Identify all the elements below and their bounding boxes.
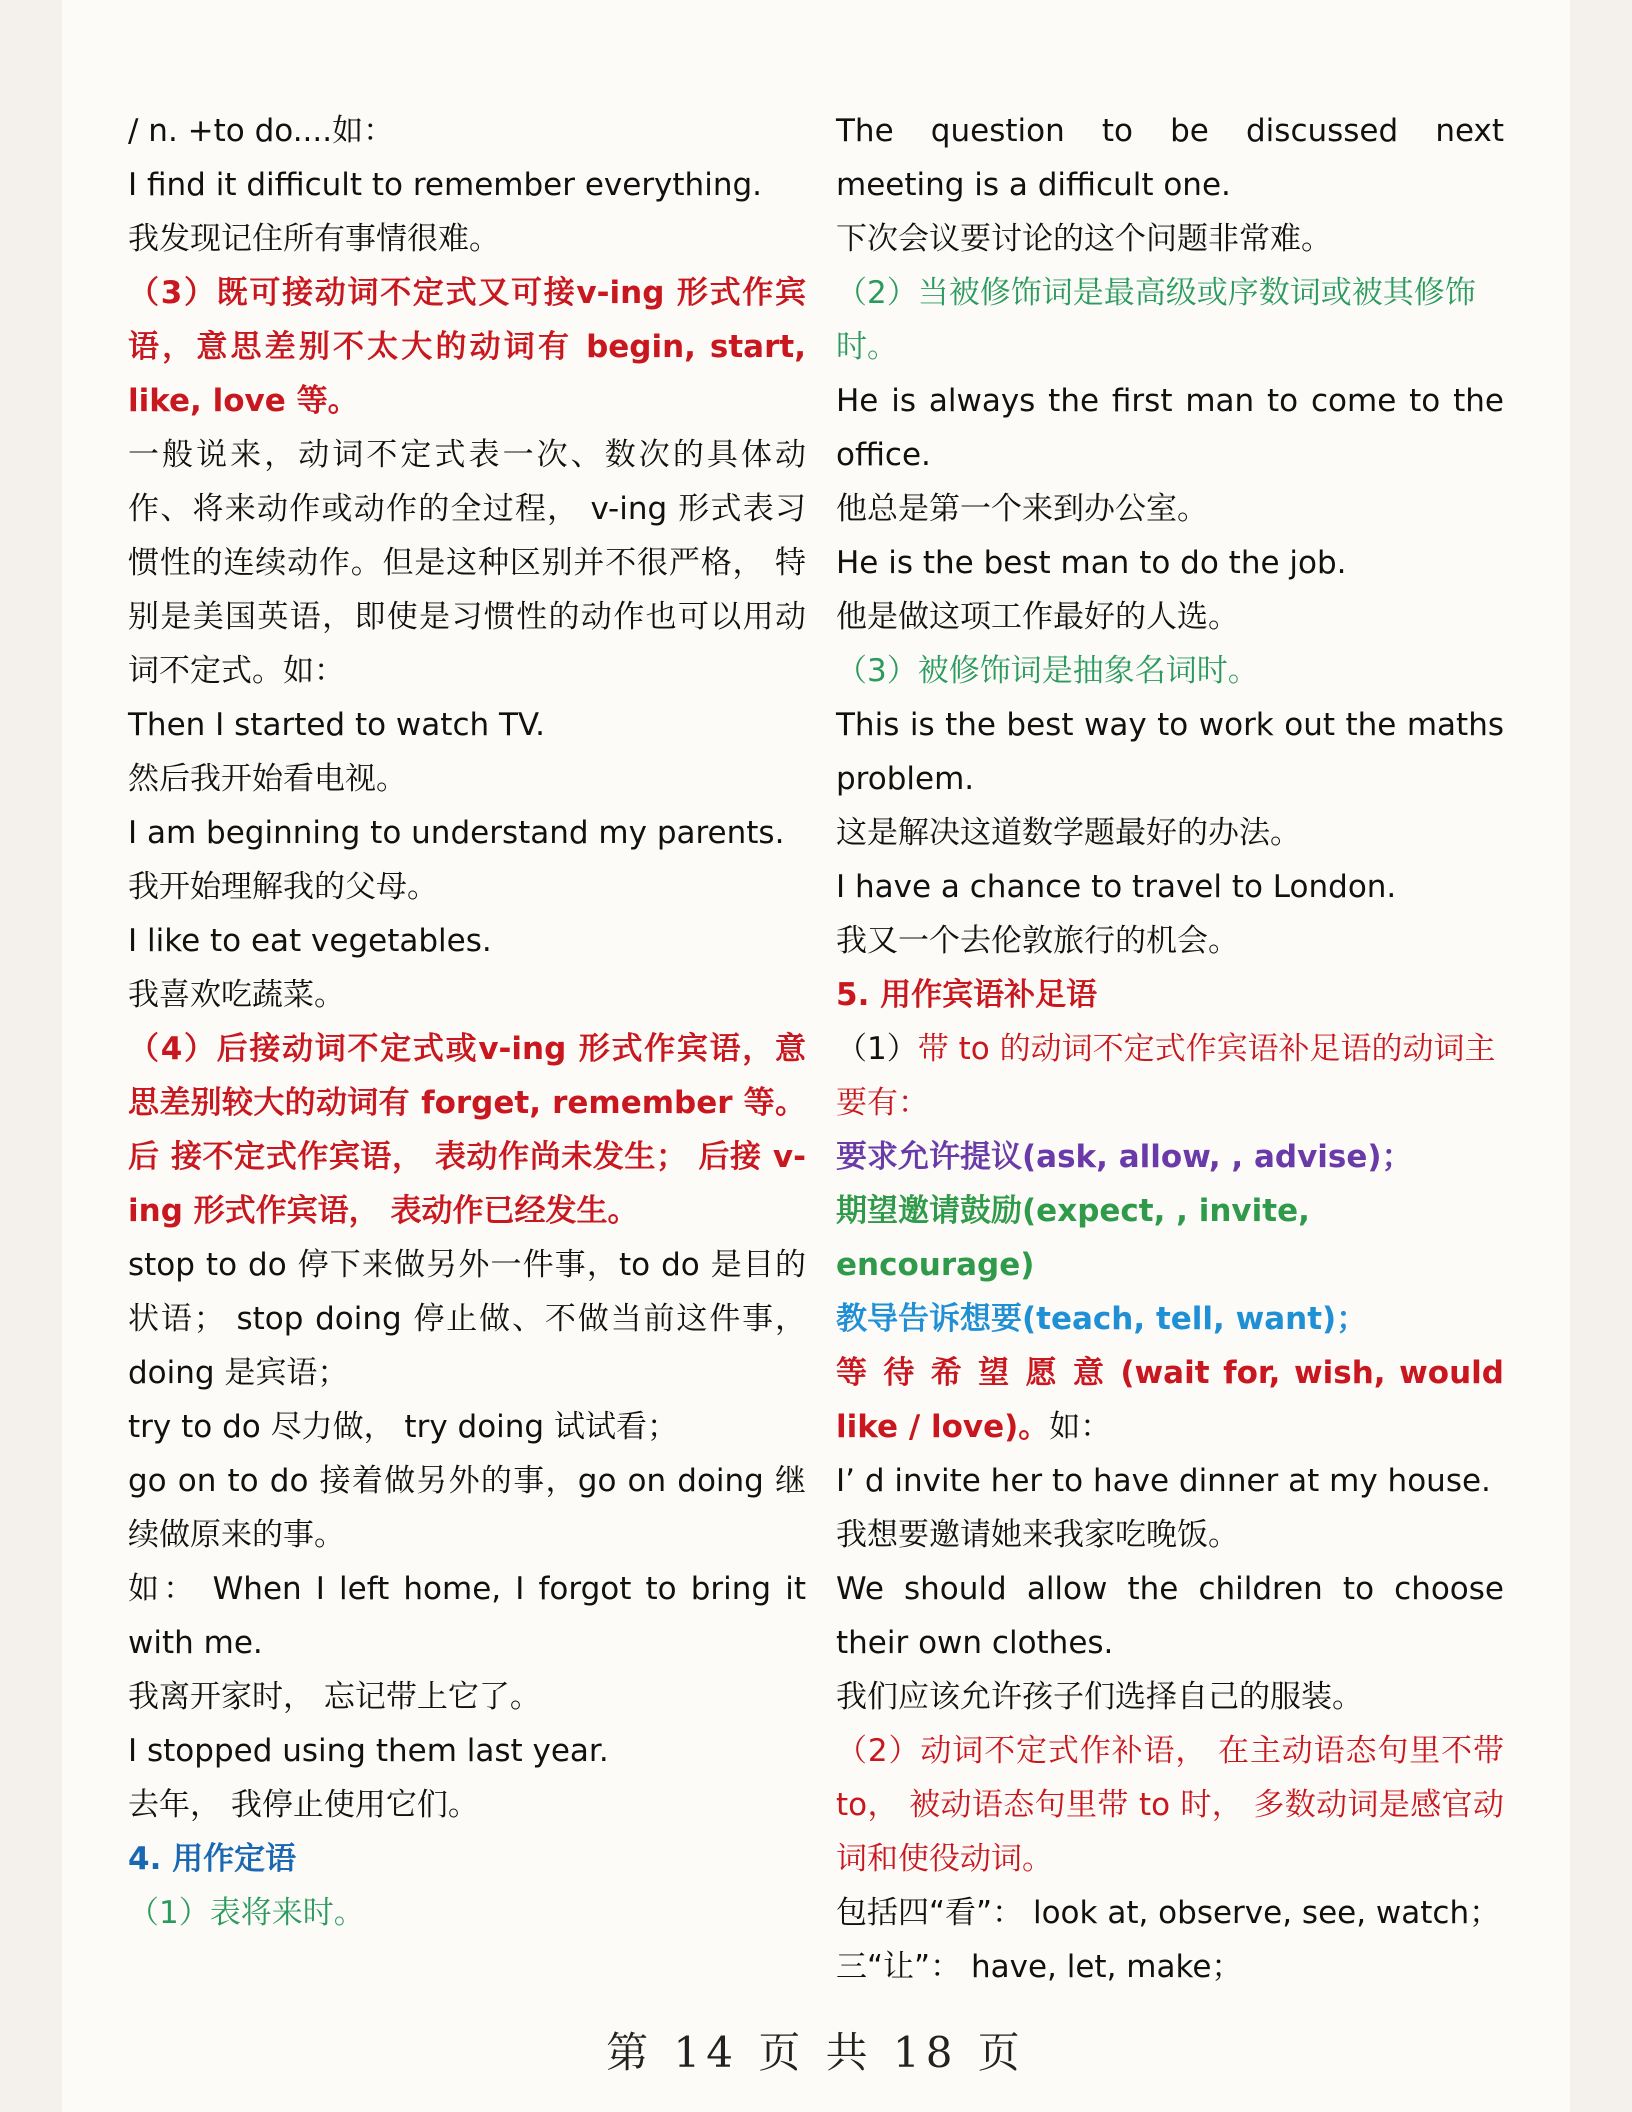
explanation-paragraph: 一般说来，动词不定式表一次、数次的具体动作、将来动作或动作的全过程， v-ing 形式表习惯性的连续动作。但是这种区别并不很严格， 特别是美国英语，即使是习惯性的动作也可以用动词不定式。如： [128,437,806,689]
translation: 我开始理解我的父母。 [128,869,438,905]
text-line: / n. +to do....如： [128,113,395,149]
example-sentence: Then I started to watch TV. [128,707,545,743]
translation: 我想要邀请她来我家吃晚饭。 [836,1517,1239,1553]
verb-group-wait [836,1346,1504,1454]
translation: 去年， 我停止使用它们。 [128,1787,479,1823]
example-sentence: The question to be discussed next meeting is a difficult one. [836,113,1504,203]
translation: 他总是第一个来到办公室。 [836,491,1208,527]
subheading-3: （3）被修饰词是抽象名词时。 [836,653,1259,689]
subheading-5-2: （2）动词不定式作补语， 在主动语态句里不带 to， 被动语态句里带 to 时， 多数动词是感官动词和使役动词。 [836,1733,1505,1877]
usage-note: 三“让”： have, let, make； [836,1949,1243,1985]
verb-group-expect: 期望邀请鼓励(expect, , invite, encourage) [836,1193,1310,1283]
right-column [836,104,1504,1994]
translation: 我离开家时， 忘记带上它了。 [128,1679,541,1715]
subheading-1: （1）表将来时。 [128,1895,365,1931]
page-number: 第 14 页 共 18 页 [606,2028,1026,2077]
usage-note: 包括四“看”： look at, observe, see, watch； [836,1895,1501,1931]
example-sentence: I stopped using them last year. [128,1733,609,1769]
subheading-text: 带 to 的动词不定式作宾语补足语的动词主要有： [836,1031,1496,1121]
example-sentence: He is always the first man to come to the office. [836,383,1504,473]
translation: 下次会议要讨论的这个问题非常难。 [836,221,1332,257]
subheading-2: （2）当被修饰词是最高级或序数词或被其修饰时。 [836,275,1476,365]
translation: 然后我开始看电视。 [128,761,407,797]
translation: 我们应该允许孩子们选择自己的服装。 [836,1679,1363,1715]
subheading-5-1 [836,1022,1504,1130]
example-intro: 如： [1049,1409,1112,1445]
example-sentence: I have a chance to travel to London. [836,869,1397,905]
translation: 他是做这项工作最好的人选。 [836,599,1239,635]
section-heading-5: 5. 用作宾语补足语 [836,977,1098,1013]
section-heading-4: 4. 用作定语 [128,1841,297,1877]
usage-note: stop to do 停下来做另外一件事，to do 是目的状语； stop doing 停止做、不做当前这件事，doing 是宾语； [128,1247,806,1391]
verb-group-wait-text: 等 待 希 望 愿 意 (wait for, wish, would like / love)。 [836,1355,1504,1445]
example-sentence: He is the best man to do the job. [836,545,1347,581]
translation: 我又一个去伦敦旅行的机会。 [836,923,1239,959]
verb-group-request: 要求允许提议(ask, allow, , advise)； [836,1139,1413,1175]
left-column [128,104,806,1940]
translation: 我喜欢吃蔬菜。 [128,977,345,1013]
translation: 这是解决这道数学题最好的办法。 [836,815,1301,851]
example-sentence: We should allow the children to choose their own clothes. [836,1571,1504,1661]
translation: 我发现记住所有事情很难。 [128,221,500,257]
example-sentence: 如： When I left home, I forgot to bring it with me. [128,1571,806,1661]
rule-heading-4: （4）后接动词不定式或v-ing 形式作宾语，意 思差别较大的动词有 forget, remember 等。后 接不定式作宾语， 表动作尚未发生； 后接 v-ing 形式作宾语， 表动作已经发生。 [128,1031,806,1229]
example-sentence: I’ d invite her to have dinner at my house. [836,1463,1491,1499]
example-sentence: This is the best way to work out the maths problem. [836,707,1504,797]
example-sentence: I like to eat vegetables. [128,923,492,959]
subheading-number: （1） [836,1031,918,1067]
rule-heading-3: （3）既可接动词不定式又可接v-ing 形式作宾 语，意思差别不太大的动词有 begin, start, like, love 等。 [128,275,806,419]
example-sentence: I find it difficult to remember everything. [128,167,763,203]
verb-group-teach: 教导告诉想要(teach, tell, want)； [836,1301,1368,1337]
usage-note: try to do 尽力做， try doing 试试看； [128,1409,678,1445]
usage-note: go on to do 接着做另外的事，go on doing 继续做原来的事。 [128,1463,806,1553]
example-sentence: I am beginning to understand my parents. [128,815,785,851]
